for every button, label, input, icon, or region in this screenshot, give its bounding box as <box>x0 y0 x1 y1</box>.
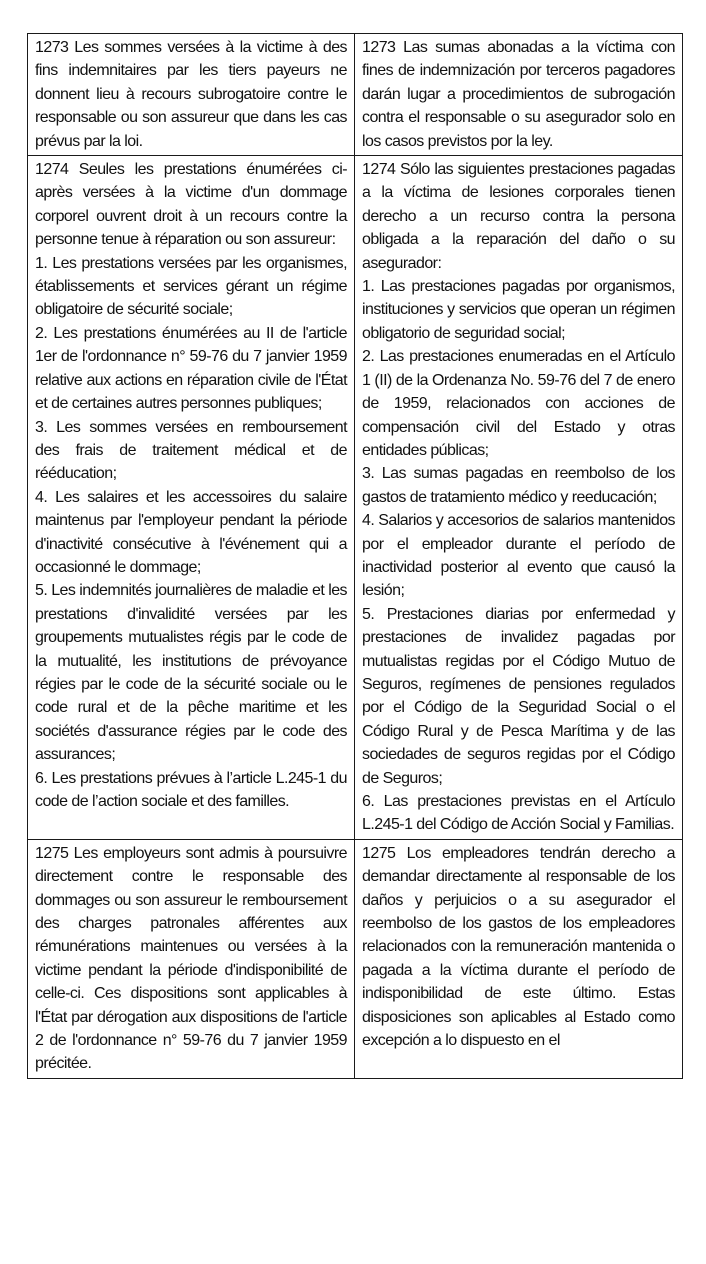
table-row-1273 <box>28 34 683 156</box>
bilingual-law-table <box>27 33 683 1079</box>
spanish-cell-1275 <box>355 839 683 1078</box>
french-cell-1274 <box>28 156 355 840</box>
spanish-paragraph: 1275 Los empleadores tendrán derecho a demandar directamente al responsable de los daños y perjuicios o a su asegurador el reembolso de los gastos de los empleadores relacionados con la remuneración mantenida o pagada a la víctima durante el período de indisponibilidad de este último. Estas disposiciones son aplicables al Estado como excepción a lo dispuesto en el <box>362 844 675 1050</box>
french-paragraph: 1275 Les employeurs sont admis à poursuivre directement contre le responsable des dommages ou son assureur le remboursement des charges patronales afférentes aux rémunérations maintenues ou versées à la victime pendant la période d'indisponibilité de celle-ci. Ces dispositions sont applicables à l'État par dérogation aux dispositions de l'article 2 de l'ordonnance n° 59-76 du 7 janvier 1959 précitée. <box>35 844 347 1073</box>
french-cell-1275 <box>28 839 355 1078</box>
french-cell-1273 <box>28 34 355 156</box>
spanish-paragraph: 1274 Sólo las siguientes prestaciones pagadas a la víctima de lesiones corporales tienen derecho a un recurso contra la persona obligada a la reparación del daño o su asegurador: <box>362 161 675 272</box>
spanish-list-item-5: 5. Prestaciones diarias por enfermedad y prestaciones de invalidez pagadas por mutualistas regidas por el Código Mutuo de Seguros, regímenes de pensiones regulados por el Código de la Seguridad Social o el Código Rural y de Pesca Marítima y de las sociedades de seguros regidas por el Código de Seguros; <box>362 605 675 787</box>
french-paragraph: 1274 Seules les prestations énumérées ci-après versées à la victime d'un dommage corporel ouvrent droit à un recours contre la personne tenue à réparation ou son assureur: <box>35 161 347 249</box>
french-list-item-5: 5. Les indemnités journalières de maladie et les prestations d'invalidité versées par les groupements mutualistes régis par le code de la mutualité, les institutions de prévoyance régies par le code de la sécurité sociale ou le code rural et de la pêche maritime et les sociétés d'assurance régies par le code des assurances; <box>35 582 347 764</box>
french-list-item-3: 3. Les sommes versées en remboursement des frais de traitement médical et de rééducation; <box>35 418 347 483</box>
spanish-cell-1274 <box>355 156 683 840</box>
french-list-item-6: 6. Les prestations prévues à l’article L.245-1 du code de l’action sociale et des familles. <box>35 769 347 810</box>
spanish-list-item-2: 2. Las prestaciones enumeradas en el Artículo 1 (II) de la Ordenanza No. 59-76 del 7 de enero de 1959, relacionados con acciones de compensación civil del Estado y otras entidades públicas; <box>362 348 675 459</box>
spanish-paragraph: 1273 Las sumas abonadas a la víctima con fines de indemnización por terceros pagadores darán lugar a procedimientos de subrogación contra el responsable o su asegurador solo en los casos previstos por la ley. <box>362 39 675 150</box>
spanish-list-item-6: 6. Las prestaciones previstas en el Artículo L.245-1 del Código de Acción Social y Familias. <box>362 793 675 834</box>
table-row-1274 <box>28 156 683 840</box>
spanish-list-item-1: 1. Las prestaciones pagadas por organismos, instituciones y servicios que operan un régimen obligatorio de seguridad social; <box>362 278 675 342</box>
french-list-item-1: 1. Les prestations versées par les organismes, établissements et services gérant un régime obligatoire de sécurité sociale; <box>35 254 347 319</box>
spanish-cell-1273 <box>355 34 683 156</box>
french-list-item-4: 4. Les salaires et les accessoires du salaire maintenus par l'employeur pendant la période d'inactivité consécutive à l'événement qui a occasionné le dommage; <box>35 488 347 576</box>
spanish-list-item-3: 3. Las sumas pagadas en reembolso de los gastos de tratamiento médico y reeducación; <box>362 465 675 506</box>
table-row-1275 <box>28 839 683 1078</box>
french-paragraph: 1273 Les sommes versées à la victime à des fins indemnitaires par les tiers payeurs ne donnent lieu à recours subrogatoire contre le responsable ou son assureur que dans les cas prévus par la loi. <box>35 39 347 150</box>
spanish-list-item-4: 4. Salarios y accesorios de salarios mantenidos por el empleador durante el período de inactividad posterior al evento que causó la lesión; <box>362 512 675 600</box>
french-list-item-2: 2. Les prestations énumérées au II de l'article 1er de l'ordonnance n° 59-76 du 7 janvier 1959 relative aux actions en réparation civile de l'État et de certaines autres personnes publiques; <box>35 324 347 413</box>
